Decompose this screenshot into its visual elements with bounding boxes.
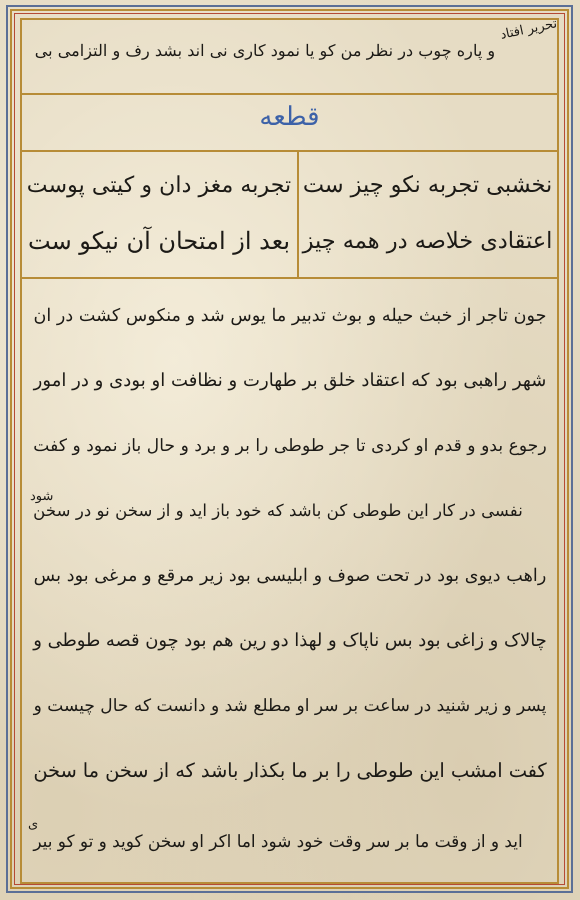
top-line-text: و پاره چوب در نظر من کو یا نمود کاری نی اند بشد رف و التزامی بی bbox=[34, 41, 496, 60]
prose-line-8: کفت امشب این طوطی را بر ما بکذار باشد که از سخن ما سخن bbox=[33, 759, 547, 782]
divider-below-verse bbox=[20, 277, 559, 279]
prose-line-4: نفسی در کار این طوطی کن باشد که خود باز اید و از سخن نو در سخن bbox=[33, 501, 523, 520]
top-corner-note: تحریر افتاد bbox=[499, 16, 559, 43]
prose-line-9: اید و از وقت ما بر سر وقت خود شود اما اکر او سخن کوید و تو کو بیر bbox=[33, 831, 523, 851]
prose-line-6: چالاک و زاغی بود بس ناپاک و لهذا دو رین هم بود چون قصه طوطی و bbox=[33, 630, 547, 651]
prose-line-3: رجوع بدو و قدم او کردی تا جر طوطی را بر و برد و حال باز نمود و کفت bbox=[33, 436, 547, 456]
prose-line-7: پسر و زیر شنید در ساعت بر سر او مطلع شد و دانست که حال چیست و bbox=[33, 696, 547, 716]
divider-below-heading bbox=[20, 150, 559, 152]
margin-note-2: ی bbox=[28, 817, 39, 832]
verse-left-line-2: بعد از امتحان آن نیکو ست bbox=[28, 227, 290, 255]
divider-below-top-line bbox=[20, 93, 559, 95]
margin-note-1: شود bbox=[30, 489, 54, 504]
verse-column-divider bbox=[297, 150, 299, 279]
prose-line-1: جون تاجر از خبث حیله و بوث تدبیر ما یوس شد و منکوس کشت در ان bbox=[33, 306, 547, 326]
verse-right-line-2: اعتقادی خلاصه در همه چیز bbox=[302, 228, 553, 254]
prose-line-2: شهر راهبی بود که اعتقاد خلق بر طهارت و نظافت او بودی و در امور bbox=[33, 370, 547, 391]
prose-line-5: راهب دیوی بود در تحت صوف و ابلیسی بود زیر مرقع و مرغی بود بس bbox=[33, 566, 547, 586]
verse-left-line-1: تجربه مغز دان و کیتی پوست bbox=[26, 172, 292, 198]
section-heading: قطعه bbox=[259, 102, 320, 132]
verse-right-line-1: نخشبی تجربه نکو چیز ست bbox=[302, 172, 553, 198]
